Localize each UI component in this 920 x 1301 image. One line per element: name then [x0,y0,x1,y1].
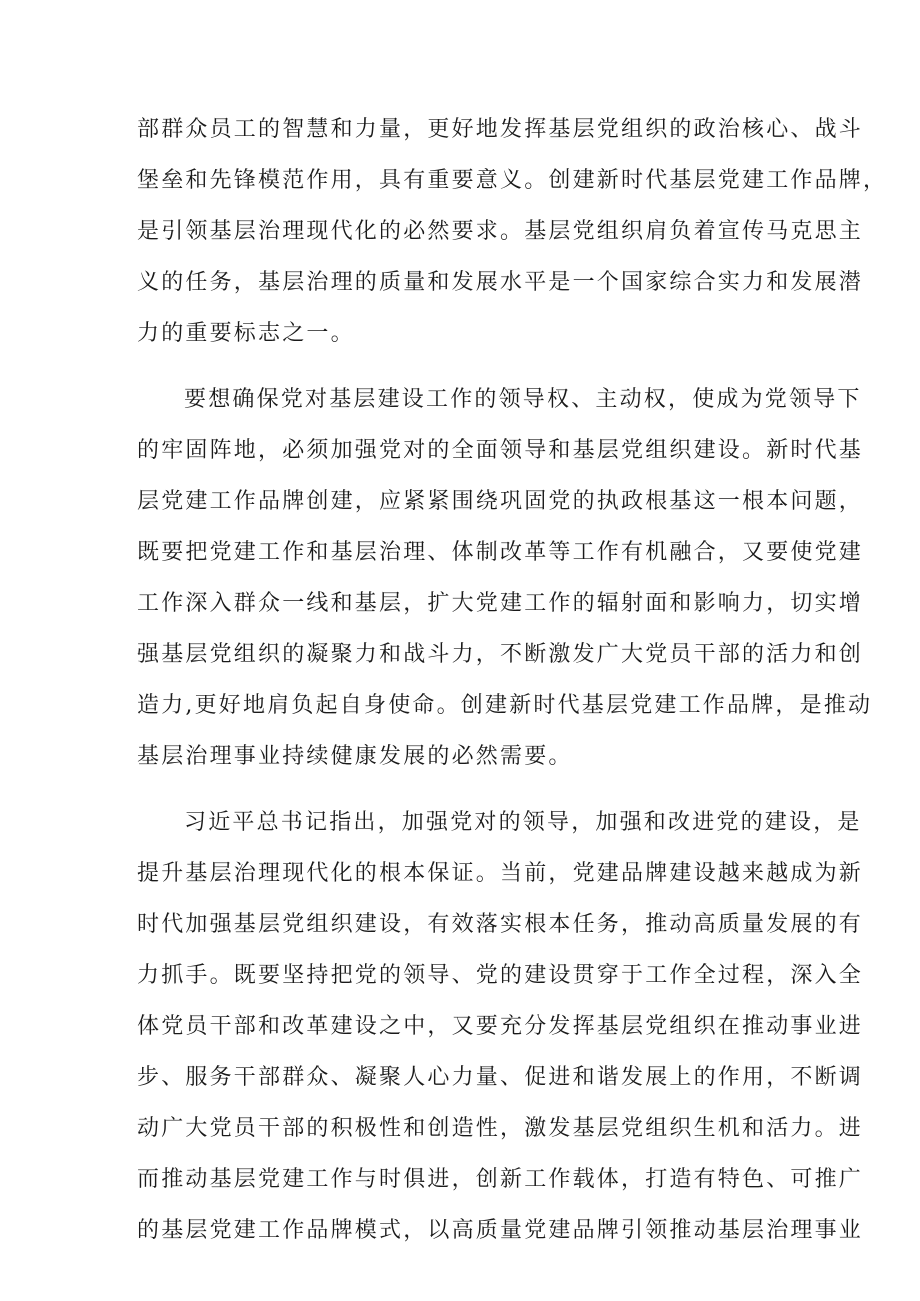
paragraph-2-line-2: 的牢固阵地，必须加强党对的全面领导和基层党组织建设。新时代基 [137,438,864,463]
paragraph-1-line-5: 力的重要标志之一。 [137,321,355,346]
paragraph-2-line-1: 要想确保党对基层建设工作的领导权、主动权，使成为党领导下 [184,387,862,412]
paragraph-1-line-2: 堡垒和先锋模范作用，具有重要意义。创建新时代基层党建工作品牌， [137,168,888,193]
paragraph-3-line-2: 提升基层治理现代化的根本保证。当前，党建品牌建设越来越成为新 [137,861,864,886]
paragraph-3-line-3: 时代加强基层党组织建设，有效落实根本任务，推动高质量发展的有 [137,912,864,937]
paragraph-1-line-3: 是引领基层治理现代化的必然要求。基层党组织肩负着宣传马克思主 [137,219,864,244]
paragraph-1-line-4: 义的任务，基层治理的质量和发展水平是一个国家综合实力和发展潜 [137,270,864,295]
paragraph-3-line-9: 的基层党建工作品牌模式，以高质量党建品牌引领推动基层治理事业 [137,1218,864,1243]
paragraph-3-line-7: 动广大党员干部的积极性和创造性，激发基层党组织生机和活力。进 [137,1116,864,1141]
paragraph-3-line-4: 力抓手。既要坚持把党的领导、党的建设贯穿于工作全过程，深入全 [137,963,864,988]
paragraph-3-line-6: 步、服务干部群众、凝聚人心力量、促进和谐发展上的作用，不断调 [137,1065,864,1090]
paragraph-2-line-8: 基层治理事业持续健康发展的必然需要。 [137,744,573,769]
paragraph-2-line-5: 工作深入群众一线和基层，扩大党建工作的辐射面和影响力，切实增 [137,591,864,616]
paragraph-3-line-8: 而推动基层党建工作与时俱进，创新工作载体，打造有特色、可推广 [137,1167,864,1192]
paragraph-2-line-4: 既要把党建工作和基层治理、体制改革等工作有机融合，又要使党建 [137,540,864,565]
paragraph-3-line-1: 习近平总书记指出，加强党对的领导，加强和改进党的建设，是 [184,810,862,835]
paragraph-2-line-6: 强基层党组织的凝聚力和战斗力，不断激发广大党员干部的活力和创 [137,642,864,667]
paragraph-1-line-1: 部群众员工的智慧和力量，更好地发挥基层党组织的政治核心、战斗 [137,117,864,142]
document-body [137,110,888,1262]
paragraph-2-line-3: 层党建工作品牌创建，应紧紧围绕巩固党的执政根基这一根本问题， [137,489,864,514]
paragraph-3-line-5: 体党员干部和改革建设之中，又要充分发挥基层党组织在推动事业进 [137,1014,864,1039]
paragraph-2-line-7: 造力,更好地肩负起自身使命。创建新时代基层党建工作品牌，是推动 [137,693,873,718]
